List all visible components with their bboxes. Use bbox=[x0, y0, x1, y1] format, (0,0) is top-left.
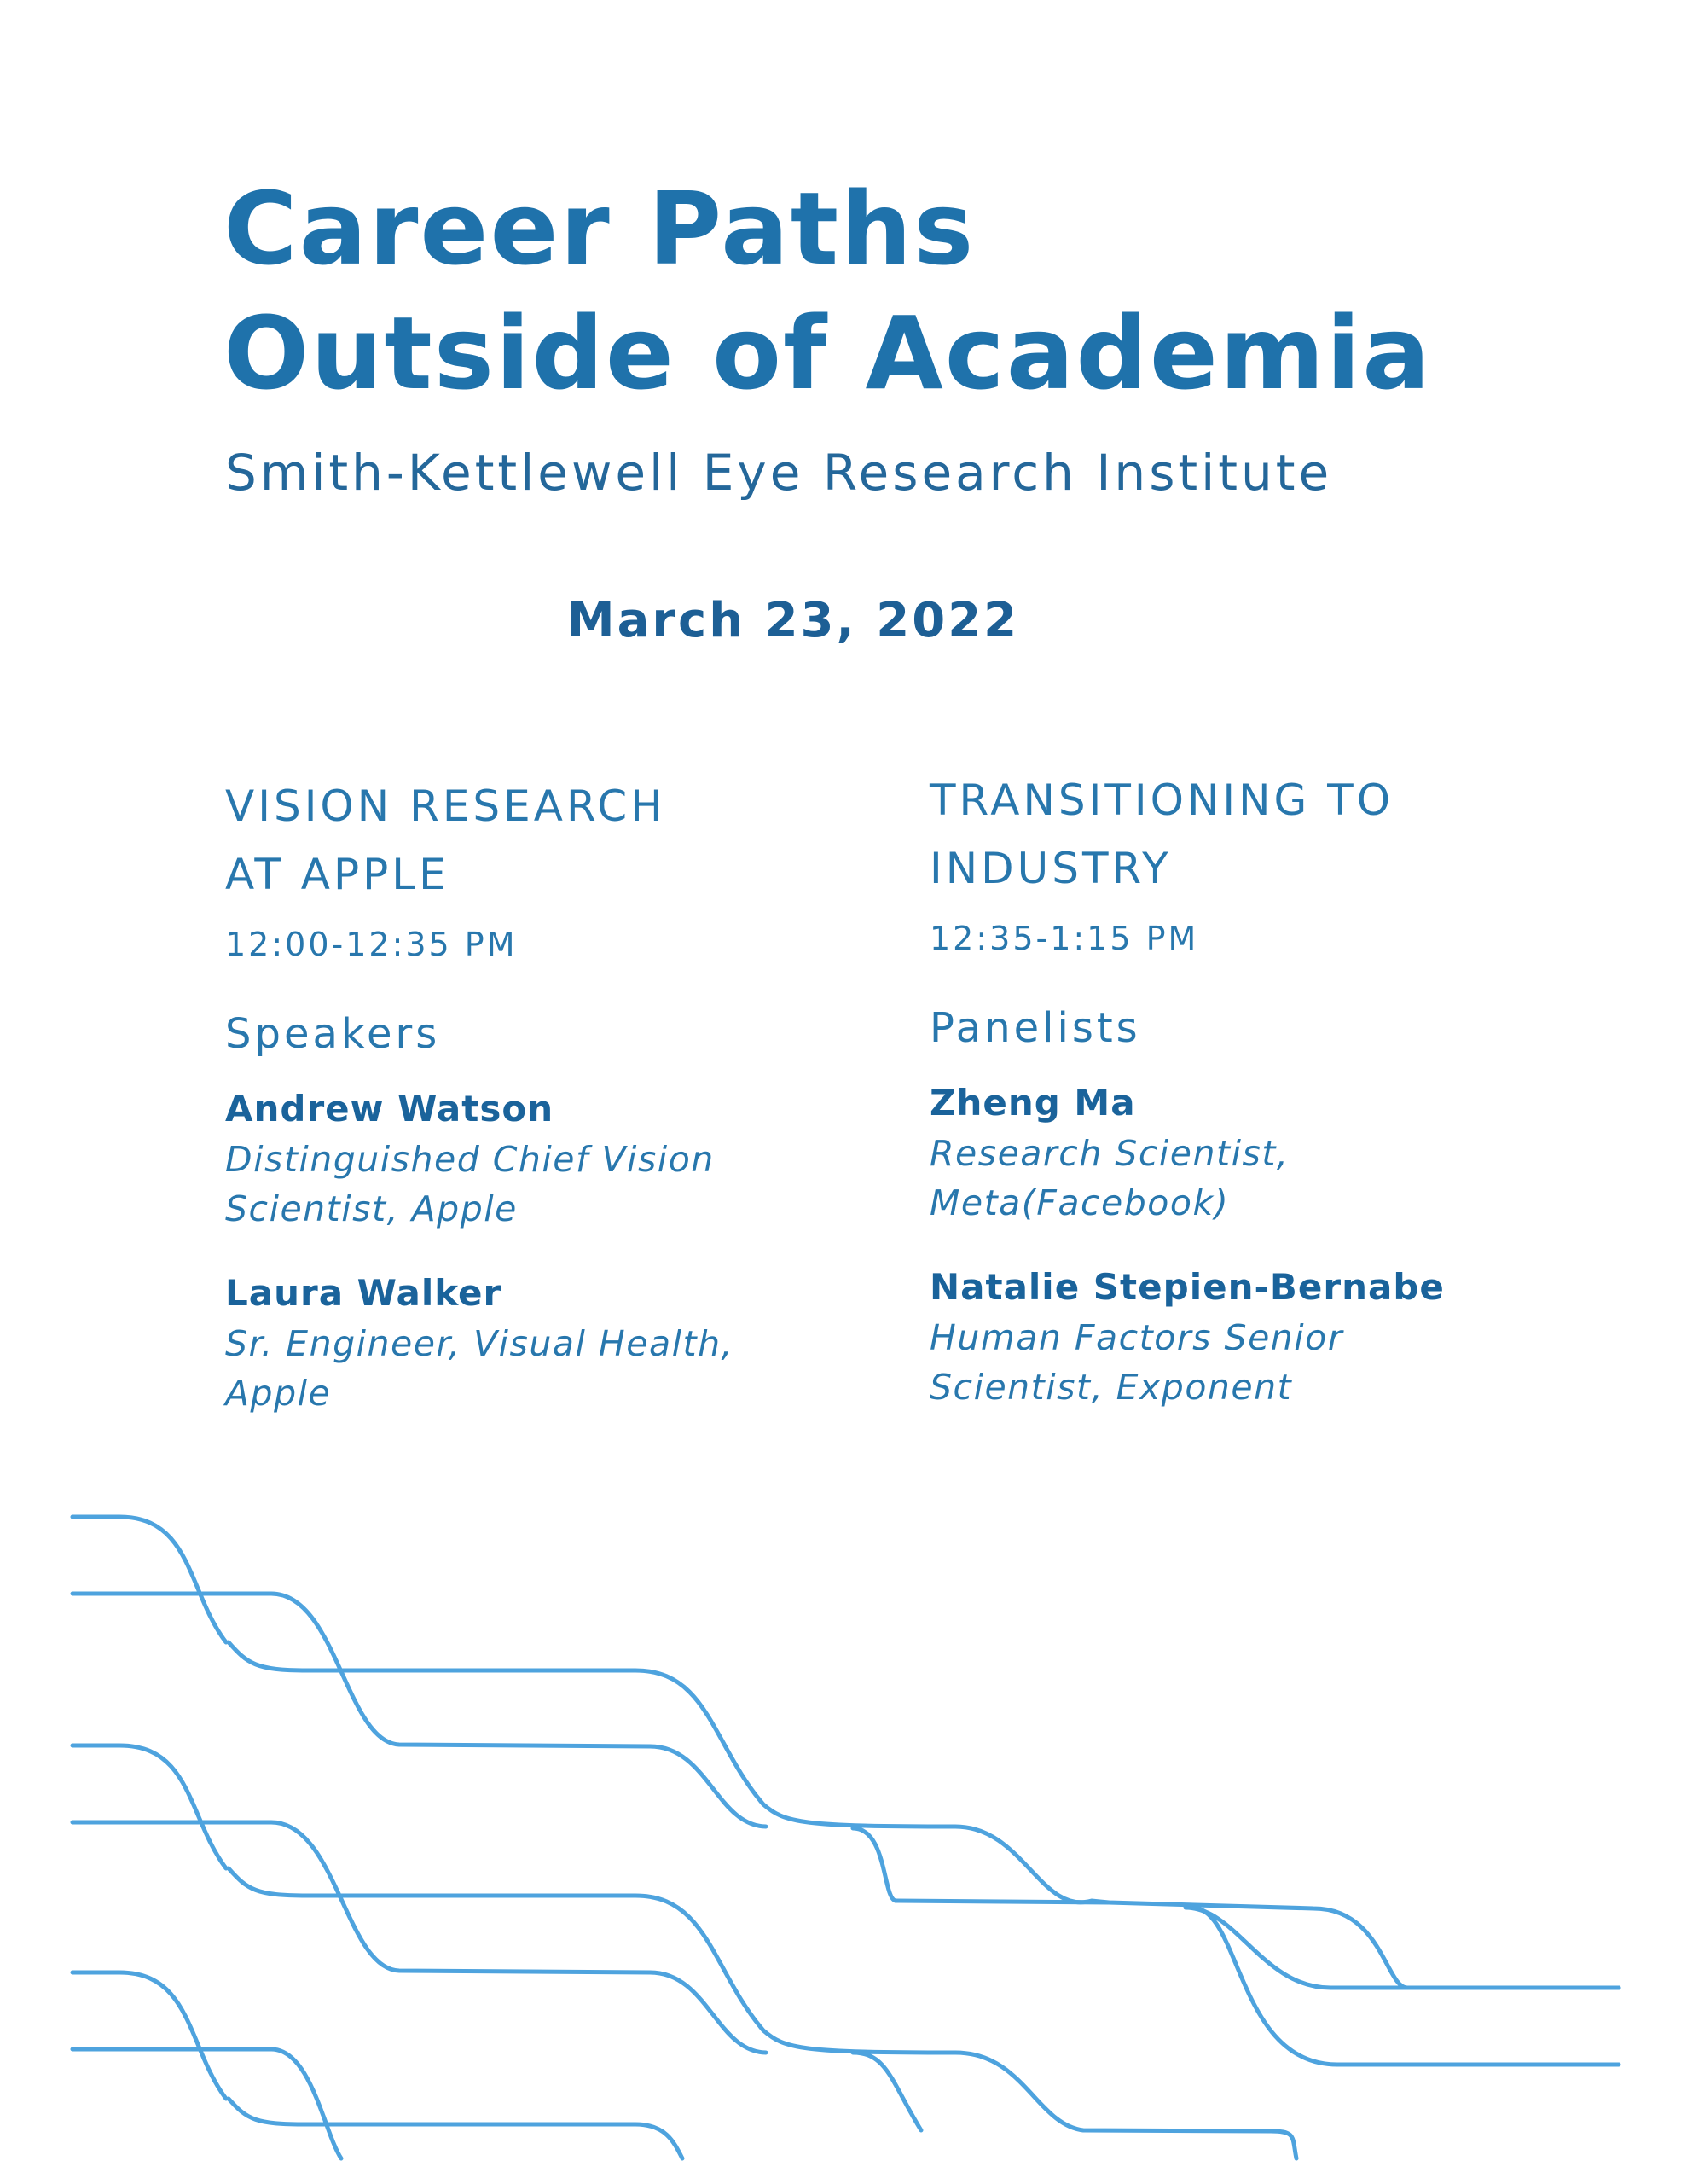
speaker-name: Andrew Watson bbox=[225, 1088, 554, 1130]
speakers-heading: Speakers bbox=[225, 1010, 441, 1058]
panelist-title-line-2: Meta(Facebook) bbox=[930, 1182, 1230, 1223]
session-title-line-1: VISION RESEARCH bbox=[225, 781, 666, 831]
wave-line bbox=[1186, 1908, 1619, 1988]
wave-line bbox=[229, 2099, 682, 2158]
session-title-line-1: TRANSITIONING TO bbox=[930, 775, 1394, 825]
wave-line bbox=[72, 1745, 226, 1868]
wave-line bbox=[72, 1517, 226, 1642]
panelists-heading: Panelists bbox=[930, 1004, 1141, 1052]
panelist-name: Zheng Ma bbox=[930, 1082, 1136, 1124]
wave-line bbox=[229, 1642, 1619, 1988]
wave-line bbox=[853, 1828, 896, 1901]
speaker-name: Laura Walker bbox=[225, 1272, 502, 1314]
panelist-name: Natalie Stepien-Bernabe bbox=[930, 1266, 1445, 1308]
institute-name: Smith-Kettlewell Eye Research Institute bbox=[225, 444, 1333, 502]
wave-line bbox=[229, 1868, 1296, 2158]
wave-line bbox=[896, 1901, 1109, 1902]
wave-line bbox=[853, 2053, 921, 2130]
event-date: March 23, 2022 bbox=[566, 593, 1020, 648]
event-title-line-2: Outside of Academia bbox=[223, 294, 1432, 412]
speaker-title-line-1: Sr. Engineer, Visual Health, bbox=[225, 1323, 734, 1364]
speaker-title-line-1: Distinguished Chief Vision bbox=[225, 1139, 715, 1180]
panelist-title-line-1: Human Factors Senior bbox=[930, 1317, 1344, 1358]
session-title-line-2: INDUSTRY bbox=[930, 844, 1172, 893]
session-time: 12:00-12:35 PM bbox=[225, 926, 518, 963]
wave-line bbox=[72, 1972, 226, 2099]
session-title-line-2: AT APPLE bbox=[225, 850, 449, 899]
wave-line bbox=[72, 1594, 766, 1827]
wave-line bbox=[72, 1822, 766, 2053]
speaker-title-line-2: Scientist, Apple bbox=[225, 1188, 518, 1229]
event-title-line-1: Career Paths bbox=[223, 170, 976, 288]
panelist-title-line-1: Research Scientist, bbox=[930, 1133, 1290, 1174]
speaker-title-line-2: Apple bbox=[225, 1373, 332, 1414]
panelist-title-line-2: Scientist, Exponent bbox=[930, 1367, 1293, 1408]
session-time: 12:35-1:15 PM bbox=[930, 920, 1199, 957]
